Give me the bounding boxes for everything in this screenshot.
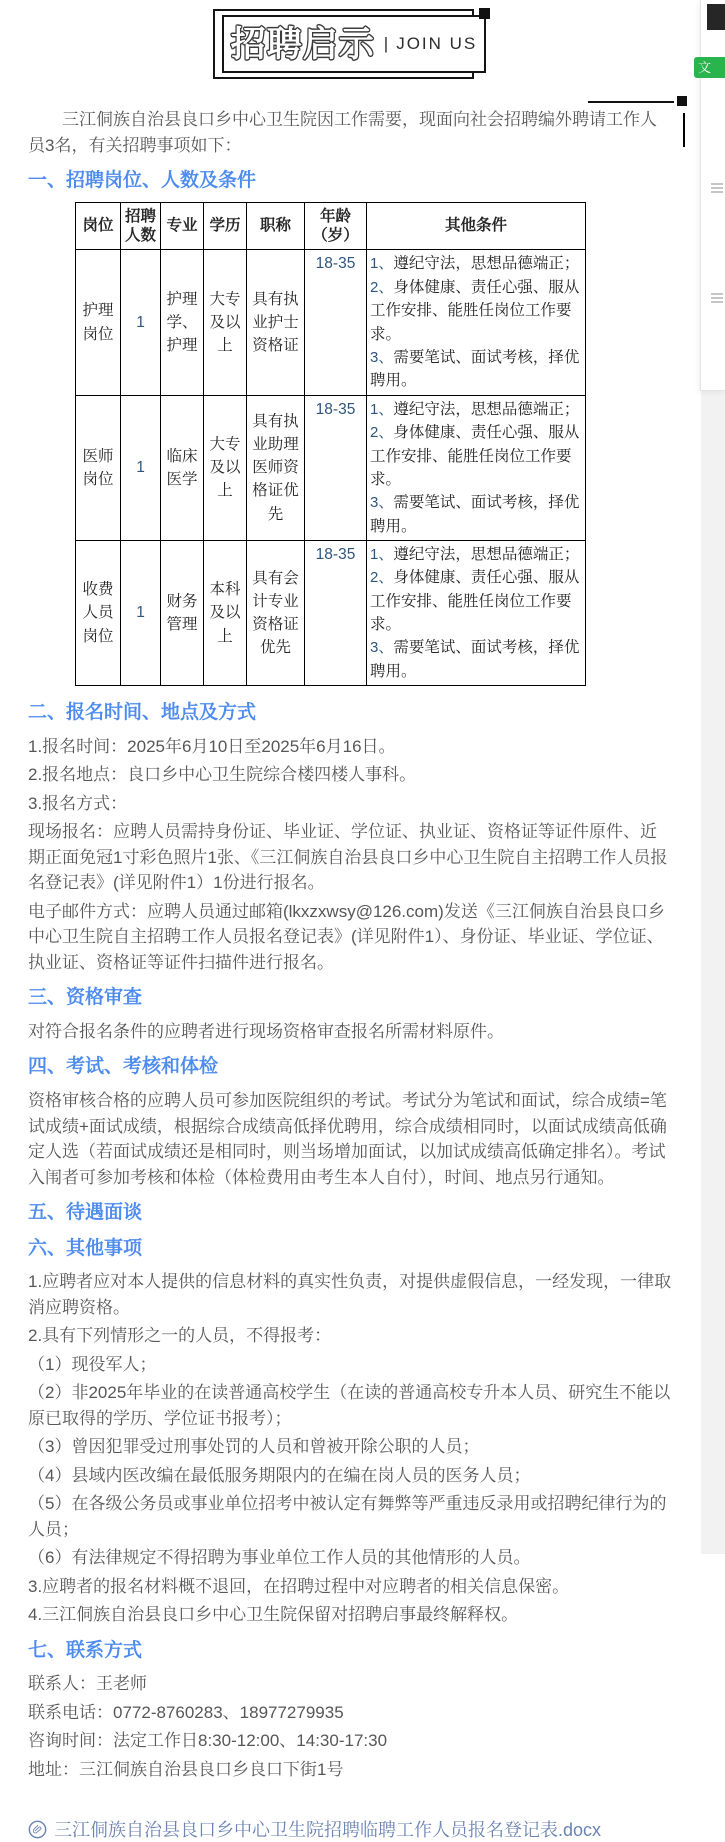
- cell-post: 医师岗位: [76, 395, 121, 540]
- cell-age: 18-35: [305, 250, 367, 395]
- doc-assistant-tab[interactable]: 文: [694, 57, 725, 78]
- table-row: [76, 250, 586, 395]
- condition-line: 2、身体健康、责任心强、服从工作安排、能胜任岗位工作要求。: [370, 569, 580, 634]
- page-subtitle: [384, 34, 477, 54]
- cell-conditions: [367, 540, 586, 685]
- thumbnail-image-fragment: [707, 4, 725, 30]
- cell-title: 具有执业护士资格证: [247, 250, 305, 395]
- intro-paragraph: 三江侗族自治县良口乡中心卫生院因工作需要，现面向社会招聘编外聘请工作人员3名，有关招聘事项如下：: [28, 110, 657, 155]
- section-heading-others: 六、其他事项: [28, 1237, 143, 1259]
- p-other-2-1: （1）现役军人；: [28, 1354, 157, 1374]
- p-contact-person: 联系人：王老师: [28, 1674, 147, 1694]
- cell-major: 临床医学: [161, 395, 204, 540]
- attachment-filename: 三江侗族自治县良口乡中心卫生院招聘临聘工作人员报名登记表.docx: [54, 1820, 602, 1841]
- cell-post: 收费人员岗位: [76, 540, 121, 685]
- attachment-link[interactable]: [28, 1816, 672, 1842]
- condition-line: 3、需要笔试、面试考核，择优聘用。: [370, 348, 580, 390]
- condition-line: 1、遵纪守法，思想品德端正；: [370, 400, 580, 418]
- p-contact-phone: 联系电话：0772-8760283、18977279935: [28, 1702, 344, 1722]
- col-post: 岗位: [76, 202, 121, 250]
- divider-pipe: |: [383, 34, 391, 53]
- decor-square-icon: [479, 8, 490, 19]
- col-other: 其他条件: [367, 202, 586, 250]
- section-heading-positions: 一、招聘岗位、人数及条件: [28, 170, 257, 191]
- condition-line: 1、遵纪守法，思想品德端正；: [370, 255, 580, 273]
- decor-line: [588, 101, 674, 103]
- p-email-signup: 电子邮件方式：应聘人员通过邮箱(lkxzxwsy@126.com)发送《三江侗族自治县良口乡中心卫生院自主招聘工作人员报名登记表》(详见附件1）、身份证、毕业证、学位证、执业证、资格证等证件扫描件进行报名。: [28, 901, 665, 972]
- p-signup-place: 2.报名地点：良口乡中心卫生院综合楼四楼人事科。: [28, 765, 417, 785]
- p-other-2: 2.具有下列情形之一的人员，不得报考：: [28, 1326, 332, 1346]
- section-heading-signup: 二、报名时间、地点及方式: [28, 702, 257, 724]
- p-qualification: 对符合报名条件的应聘者进行现场资格审查报名所需材料原件。: [28, 1021, 504, 1041]
- cell-education: 大专及以上: [204, 250, 247, 395]
- table-row: [76, 395, 586, 540]
- cell-conditions: [367, 395, 586, 540]
- join-us-label: JOIN US: [396, 34, 478, 53]
- cell-education: 本科及以上: [204, 540, 247, 685]
- condition-line: 3、需要笔试、面试考核，择优聘用。: [370, 639, 580, 680]
- p-signup-method: 3.报名方式：: [28, 793, 128, 813]
- cell-title: 具有执业助理医师资格证优先: [247, 395, 305, 540]
- recruitment-table: [75, 202, 586, 687]
- p-other-2-2: （2）非2025年毕业的在读普通高校学生（在读的普通高校专升本人员、研究生不能以原已取得的学历、学位证书报考）；: [28, 1383, 671, 1428]
- condition-line: 1、遵纪守法，思想品德端正；: [370, 545, 580, 563]
- table-row: [76, 540, 586, 685]
- cell-count: 1: [121, 540, 161, 685]
- cell-major: 护理学、护理: [161, 250, 204, 395]
- col-age: 年龄（岁）: [305, 202, 367, 250]
- page-title: 招聘启示: [230, 24, 375, 64]
- decor-square-icon: [677, 96, 687, 106]
- col-title: 职称: [247, 202, 305, 250]
- p-exam: 资格审核合格的应聘人员可参加医院组织的考试。考试分为笔试和面试，综合成绩=笔试成绩+面试成绩，根据综合成绩高低择优聘用，综合成绩相同时，以面试成绩高低确定人选（若面试成绩还是相同时，则当场增加面试，以加试成绩高低确定排名）。考试入闱者可参加考核和体检（体检费用由考生本人自付），时间、地点另行通知。: [28, 1091, 667, 1187]
- cell-education: 大专及以上: [204, 395, 247, 540]
- hero-frame-inner: [222, 15, 486, 73]
- condition-line: 3、需要笔试、面试考核，择优聘用。: [370, 494, 580, 535]
- panel-item-icon: [711, 293, 723, 305]
- section-heading-qualification: 三、资格审查: [28, 987, 143, 1009]
- p-contact-hours: 咨询时间：法定工作日8:30-12:00、14:30-17:30: [28, 1731, 388, 1751]
- cell-count: 1: [121, 395, 161, 540]
- cell-major: 财务管理: [161, 540, 204, 685]
- section-heading-contact: 七、联系方式: [28, 1639, 143, 1661]
- section-heading-salary: 五、待遇面谈: [28, 1202, 143, 1224]
- hero-banner: [0, 0, 725, 104]
- condition-line: 2、身体健康、责任心强、服从工作安排、能胜任岗位工作要求。: [370, 424, 580, 488]
- p-other-2-5: （5）在各级公务员或事业单位招考中被认定有舞弊等严重违反录用或招聘纪律行为的人员；: [28, 1494, 667, 1539]
- cell-age: 18-35: [305, 540, 367, 685]
- p-other-3: 3.应聘者的报名材料概不退回，在招聘过程中对应聘者的相关信息保密。: [28, 1576, 570, 1596]
- table-header-row: [76, 202, 586, 250]
- p-other-2-6: （6）有法律规定不得招聘为事业单位工作人员的其他情形的人员。: [28, 1548, 531, 1568]
- p-other-2-3: （3）曾因犯罪受过刑事处罚的人员和曾被开除公职的人员；: [28, 1437, 480, 1457]
- section-heading-exam: 四、考试、考核和体检: [28, 1056, 219, 1078]
- p-signup-time: 1.报名时间：2025年6月10日至2025年6月16日。: [28, 736, 396, 756]
- cell-conditions: [367, 250, 586, 395]
- p-other-1: 1.应聘者应对本人提供的信息材料的真实性负责，对提供虚假信息，一经发现，一律取消应聘资格。: [28, 1272, 672, 1317]
- col-count: 招聘人数: [121, 202, 161, 250]
- side-panel-lower: [701, 391, 725, 1554]
- text-cursor: [683, 113, 685, 147]
- p-other-4: 4.三江侗族自治县良口乡中心卫生院保留对招聘启事最终解释权。: [28, 1605, 519, 1625]
- cell-title: 具有会计专业资格证优先: [247, 540, 305, 685]
- panel-item-icon: [711, 183, 723, 195]
- condition-line: 2、身体健康、责任心强、服从工作安排、能胜任岗位工作要求。: [370, 278, 580, 343]
- cell-post: 护理岗位: [76, 250, 121, 395]
- p-onsite-signup: 现场报名：应聘人员需持身份证、毕业证、学位证、执业证、资格证等证件原件、近期正面免冠1寸彩色照片1张、《三江侗族自治县良口乡中心卫生院自主招聘工作人员报名登记表》(详见附件1）1份进行报名。: [28, 822, 668, 893]
- p-other-2-4: （4）县域内医改编在最低服务期限内的在编在岗人员的医务人员；: [28, 1465, 531, 1485]
- cell-age: 18-35: [305, 395, 367, 540]
- p-contact-address: 地址：三江侗族自治县良口乡良口下街1号: [28, 1759, 344, 1779]
- cell-count: 1: [121, 250, 161, 395]
- col-major: 专业: [161, 202, 204, 250]
- col-education: 学历: [204, 202, 247, 250]
- paperclip-icon: [28, 1820, 47, 1839]
